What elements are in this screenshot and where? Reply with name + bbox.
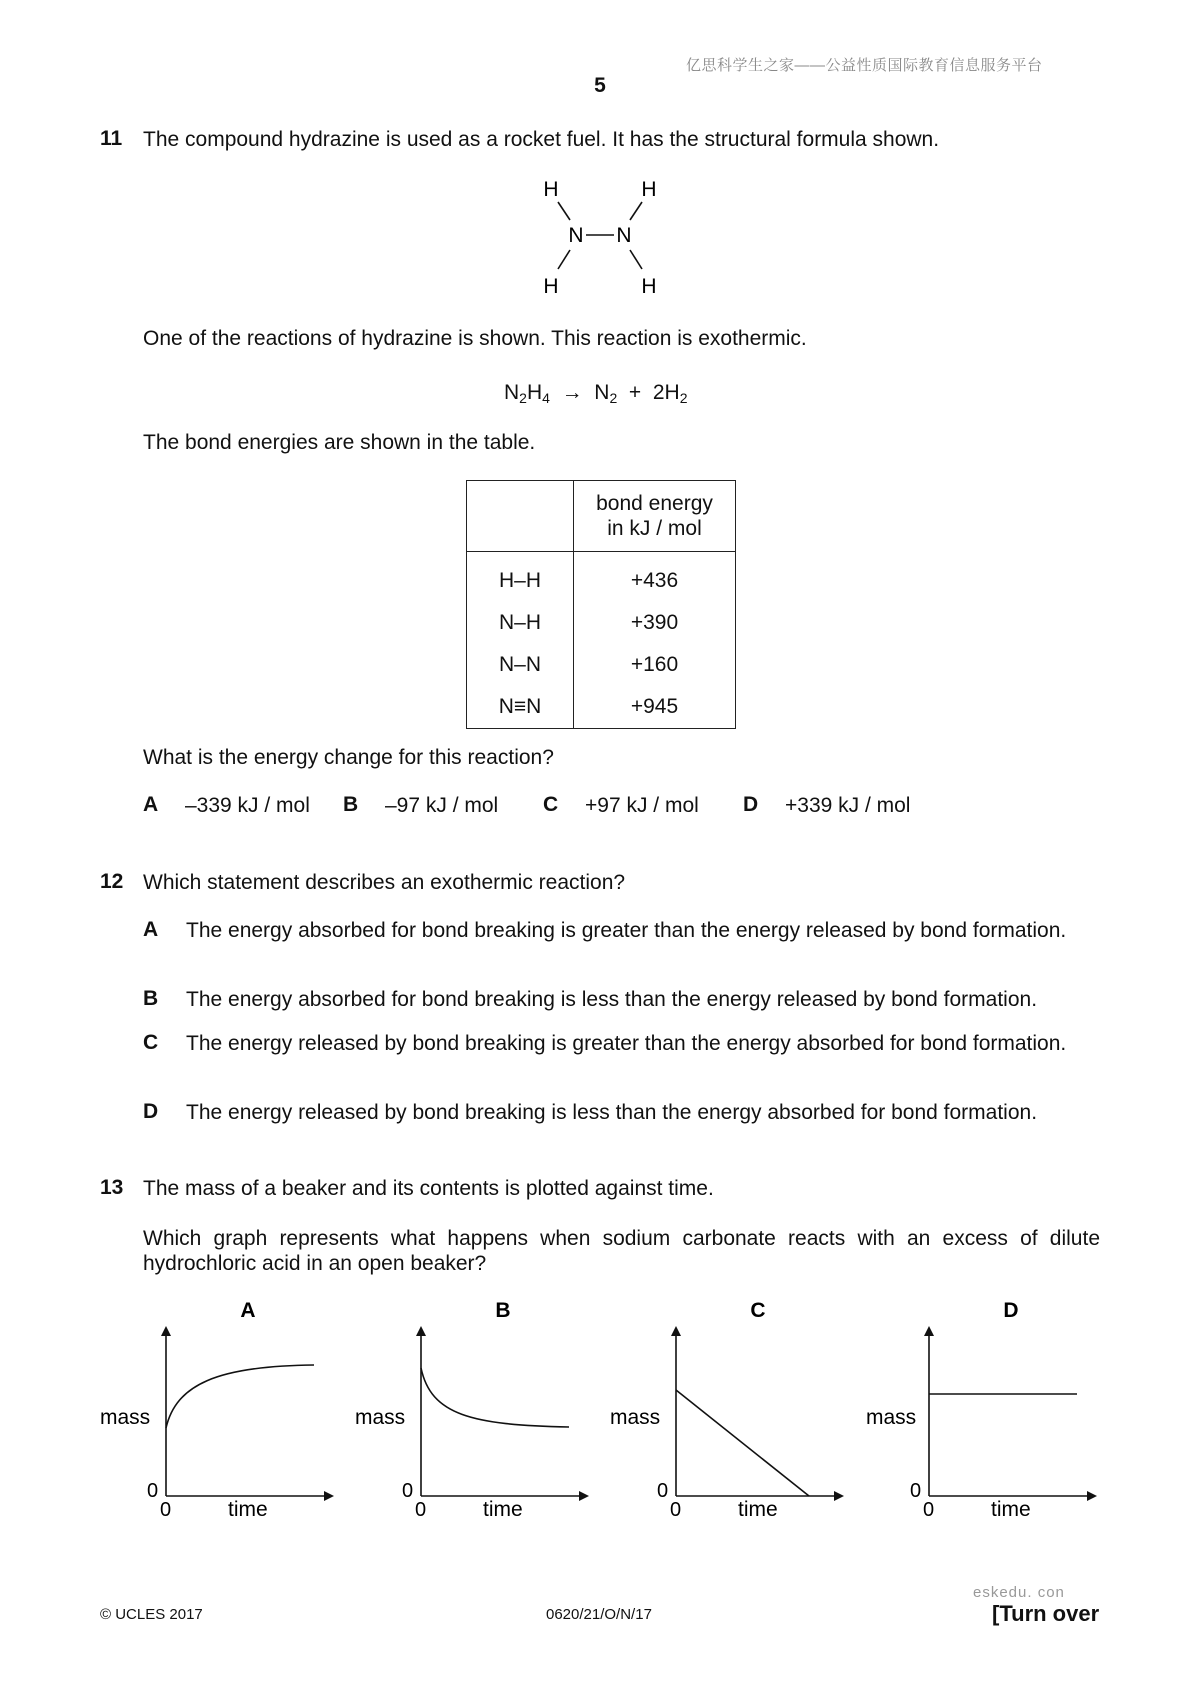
question-12-stem: Which statement describes an exothermic reaction?	[143, 871, 626, 894]
graph-b-origin-y: 0	[402, 1480, 414, 1502]
q12-option-c-letter: C	[143, 1031, 159, 1054]
atom-n-left: N	[568, 224, 584, 247]
graph-b-label: B	[495, 1299, 511, 1322]
atom-h-top-left: H	[543, 178, 559, 201]
q12-option-b-text: The energy absorbed for bond breaking is less than the energy released by bond formation.	[186, 988, 1038, 1011]
graph-c-origin-y: 0	[657, 1480, 669, 1502]
reaction-intro: One of the reactions of hydrazine is shown. This reaction is exothermic.	[143, 327, 807, 350]
turn-over-label: [Turn over	[992, 1601, 1100, 1626]
question-11-number: 11	[100, 127, 123, 150]
q11-option-b-letter: B	[343, 793, 359, 816]
question-12-number: 12	[100, 870, 124, 893]
bond-tl	[558, 202, 570, 220]
graph-a-label: A	[240, 1299, 256, 1322]
graph-b	[355, 1299, 587, 1521]
atom-n-right: N	[616, 224, 632, 247]
question-11-prompt: What is the energy change for this reaction?	[143, 746, 554, 769]
bond-energy-table	[466, 480, 736, 729]
question-11-stem: The compound hydrazine is used as a rocket fuel. It has the structural formula shown.	[143, 128, 940, 151]
q11-option-b-text: –97 kJ / mol	[385, 794, 499, 817]
question-13-prompt: Which graph represents what happens when sodium carbonate reacts with an excess of dilute hydrochloric acid in an open beaker?	[143, 1227, 1100, 1275]
q12-option-c-text: The energy released by bond breaking is greater than the energy absorbed for bond formation.	[186, 1032, 1067, 1055]
graph-c-ylabel: mass	[610, 1406, 661, 1429]
graph-c-line	[676, 1390, 809, 1496]
graph-b-ylabel: mass	[355, 1406, 406, 1429]
bond-bl	[558, 250, 570, 269]
reaction-arrow: →	[561, 381, 583, 404]
graph-c-label: C	[750, 1299, 766, 1322]
graph-d-ylabel: mass	[866, 1406, 917, 1429]
table-cell-bond: N–H	[467, 602, 574, 644]
header-watermark: 亿思科学生之家——公益性质国际教育信息服务平台	[686, 57, 1043, 74]
q11-option-d-letter: D	[743, 793, 759, 816]
graph-a-curve	[166, 1365, 314, 1428]
graphs-container	[0, 1290, 1190, 1540]
atom-h-top-right: H	[641, 178, 657, 201]
q11-option-a-letter: A	[143, 793, 159, 816]
table-cell-bond: H–H	[467, 552, 574, 603]
footer-watermark: eskedu. con	[973, 1584, 1065, 1601]
graph-b-origin-x: 0	[415, 1499, 427, 1521]
table-intro: The bond energies are shown in the table.	[143, 431, 536, 454]
graph-d	[866, 1299, 1095, 1521]
graph-c-origin-x: 0	[670, 1499, 682, 1521]
q11-option-d-text: +339 kJ / mol	[785, 794, 911, 817]
bond-br	[630, 250, 642, 269]
q11-option-c-text: +97 kJ / mol	[585, 794, 699, 817]
footer-copyright: © UCLES 2017	[100, 1606, 203, 1623]
q11-option-a-text: –339 kJ / mol	[185, 794, 310, 817]
q12-option-a-letter: A	[143, 918, 159, 941]
graph-a-xlabel: time	[228, 1498, 268, 1521]
q12-option-b-letter: B	[143, 987, 159, 1010]
page-number: 5	[594, 74, 606, 97]
q12-option-a-text: The energy absorbed for bond breaking is greater than the energy released by bond formation.	[186, 919, 1067, 942]
table-header-bond-energy: bond energy in kJ / mol	[574, 481, 736, 552]
table-cell-energy: +945	[574, 686, 736, 729]
hydrazine-structure	[530, 172, 670, 302]
graph-a-origin-y: 0	[147, 1480, 159, 1502]
footer-paper-code: 0620/21/O/N/17	[546, 1606, 652, 1623]
graph-c	[610, 1299, 842, 1521]
reaction-equation: $N_2H_4 \to N_2 + 2H_2$	[504, 381, 688, 406]
q12-option-d-letter: D	[143, 1100, 159, 1123]
table-cell-bond: N–N	[467, 644, 574, 686]
table-cell-energy: +160	[574, 644, 736, 686]
q11-option-c-letter: C	[543, 793, 559, 816]
table-cell-energy: +436	[574, 552, 736, 603]
atom-h-bottom-left: H	[543, 275, 559, 298]
bond-tr	[630, 202, 642, 220]
graph-c-xlabel: time	[738, 1498, 778, 1521]
graph-d-origin-x: 0	[923, 1499, 935, 1521]
graph-b-xlabel: time	[483, 1498, 523, 1521]
graph-b-curve	[421, 1368, 569, 1427]
graph-a-ylabel: mass	[100, 1406, 151, 1429]
table-cell-energy: +390	[574, 602, 736, 644]
table-header-empty	[467, 481, 574, 552]
graph-d-label: D	[1003, 1299, 1019, 1322]
table-cell-bond: N≡N	[467, 686, 574, 729]
question-13-stem: The mass of a beaker and its contents is plotted against time.	[143, 1177, 714, 1200]
question-13-number: 13	[100, 1176, 124, 1199]
graph-d-origin-y: 0	[910, 1480, 922, 1502]
graph-a	[100, 1299, 332, 1521]
atom-h-bottom-right: H	[641, 275, 657, 298]
graph-a-origin-x: 0	[160, 1499, 172, 1521]
q12-option-d-text: The energy released by bond breaking is less than the energy absorbed for bond formation.	[186, 1101, 1038, 1124]
graph-d-xlabel: time	[991, 1498, 1031, 1521]
